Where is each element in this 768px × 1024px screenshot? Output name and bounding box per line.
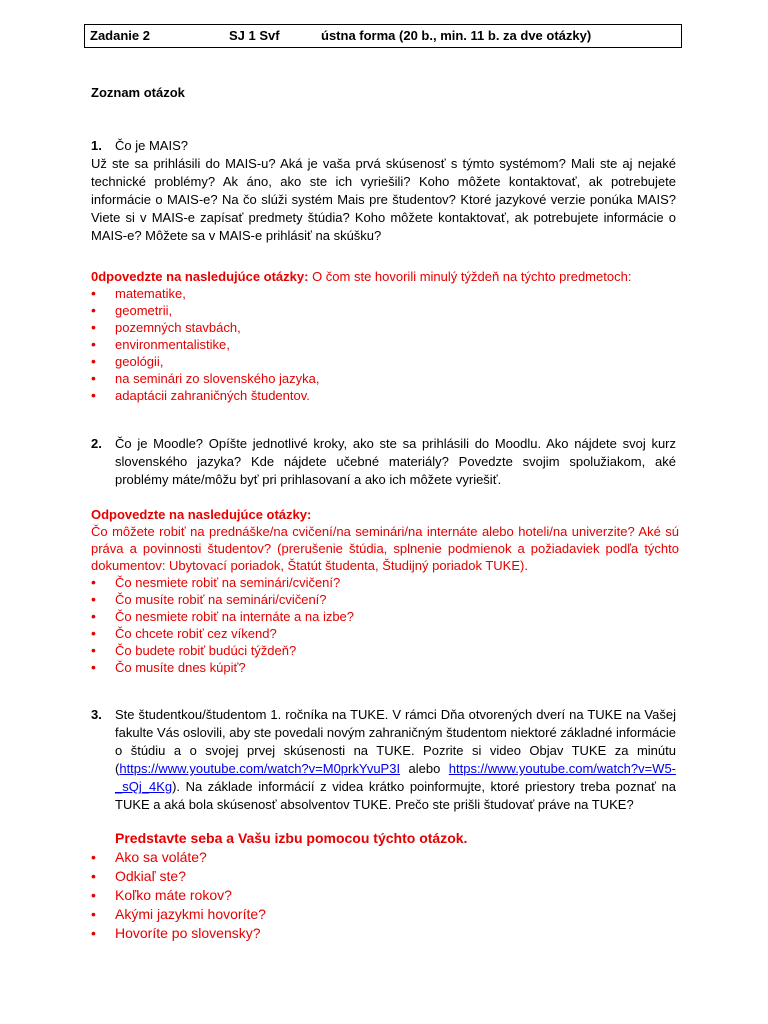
task-label: 0dpovedzte na nasledujúce otázky: xyxy=(91,269,309,284)
list-item: • Koľko máte rokov? xyxy=(91,886,679,905)
question-1 xyxy=(91,137,676,245)
list-item: • Akými jazykmi hovoríte? xyxy=(91,905,679,924)
list-item: • na seminári zo slovenského jazyka, xyxy=(91,370,679,387)
body-text: ). Na základe informácií z videa krátko poinformujte, ktoré priestory treba poznať na TUKE a aká bola skúsenosť absolventov TUKE. Prečo ste prišli študovať práve na TUKE? xyxy=(115,779,676,812)
q3-list xyxy=(91,848,679,943)
list-title: Zoznam otázok xyxy=(91,85,185,100)
header-box xyxy=(84,24,682,48)
list-item: • environmentalistike, xyxy=(91,336,679,353)
question-2 xyxy=(91,435,676,489)
list-item: • Ako sa voláte? xyxy=(91,848,679,867)
list-item: • geometrii, xyxy=(91,302,679,319)
q1-task xyxy=(91,268,679,404)
task-text: O čom ste hovorili minulý týždeň na týchto predmetoch: xyxy=(308,269,632,284)
list-item: • Čo musíte dnes kúpiť? xyxy=(91,659,679,676)
list-item: • adaptácii zahraničných študentov. xyxy=(91,387,679,404)
question-body xyxy=(115,706,676,814)
question-number: 1. xyxy=(91,138,102,153)
body-text: alebo xyxy=(400,761,449,776)
list-item: • Čo budete robiť budúci týždeň? xyxy=(91,642,679,659)
question-number: 3. xyxy=(91,707,102,722)
video-link-1[interactable]: https://www.youtube.com/watch?v=M0prkYvuP3I xyxy=(119,761,401,776)
course-label: SJ 1 Svf xyxy=(229,28,280,43)
q3-task xyxy=(91,829,679,943)
task-label: Predstavte seba a Vašu izbu pomocou týchto otázok. xyxy=(115,830,468,846)
list-item: • Čo nesmiete robiť na internáte a na izbe? xyxy=(91,608,679,625)
question-3 xyxy=(91,706,676,814)
question-number: 2. xyxy=(91,436,102,451)
list-item: • Čo musíte robiť na seminári/cvičení? xyxy=(91,591,679,608)
form-label: ústna forma (20 b., min. 11 b. za dve otázky) xyxy=(321,28,592,43)
q1-list xyxy=(91,285,679,404)
assignment-label: Zadanie 2 xyxy=(90,28,150,43)
q2-list xyxy=(91,574,679,676)
q2-task xyxy=(91,506,679,676)
list-item: • pozemných stavbách, xyxy=(91,319,679,336)
list-item: • Odkiaľ ste? xyxy=(91,867,679,886)
question-title: Čo je MAIS? xyxy=(115,138,188,153)
task-text: Čo môžete robiť na prednáške/na cvičení/na seminári/na internáte alebo hoteli/na univerzite? Aké sú práva a povinnosti študentov? (prerušenie štúdia, splnenie podmienok a požiadaviek podľa týchto dokumentov: Ubytovací poriadok, Štatút študenta, Študijný poriadok TUKE). xyxy=(91,524,679,573)
list-item: • Hovoríte po slovensky? xyxy=(91,924,679,943)
list-item: • matematike, xyxy=(91,285,679,302)
video-link-2[interactable]: https://www.youtube.com/watch?v=W5-_sQj_4Kg xyxy=(115,761,676,794)
question-body: Čo je Moodle? Opíšte jednotlivé kroky, ako ste sa prihlásili do Moodlu. Ako nájdete svoj kurz slovenského jazyka? Kde nájdete učebné materiály? Povedzte svojim spolužiakom, aké problémy máte/môžu byť pri prihlasovaní a ako ich môžete vyriešiť. xyxy=(115,436,676,487)
task-label: Odpovedzte na nasledujúce otázky: xyxy=(91,507,312,522)
list-item: • Čo nesmiete robiť na seminári/cvičení? xyxy=(91,574,679,591)
list-item: • Čo chcete robiť cez víkend? xyxy=(91,625,679,642)
question-body: Už ste sa prihlásili do MAIS-u? Aká je vaša prvá skúsenosť s týmto systémom? Mali ste aj nejaké technické problémy? Ak áno, ako ste ich vyriešili? Koho môžete kontaktovať, ak potrebujete informácie o MAIS-e? Na čo slúži systém Mais pre študentov? Ktoré jazykové verzie ponúka MAIS? Viete si v MAIS-e zapísať predmety štúdia? Koho môžete kontaktovať, ak potrebujete informácie o MAIS-e? Môžete sa v MAIS-e prihlásiť na skúšku? xyxy=(91,156,676,243)
body-text: Ste študentkou/študentom 1. ročníka na TUKE. V rámci Dňa otvorených dverí na TUKE na Vašej fakulte Vás oslovili, aby ste povedali novým zahraničným študentom niektoré základné informácie o štúdiu a o svojej prvej skúsenosti na TUKE. Pozrite si video Objav TUKE za minútu ( xyxy=(115,707,676,776)
list-item: • geológii, xyxy=(91,353,679,370)
